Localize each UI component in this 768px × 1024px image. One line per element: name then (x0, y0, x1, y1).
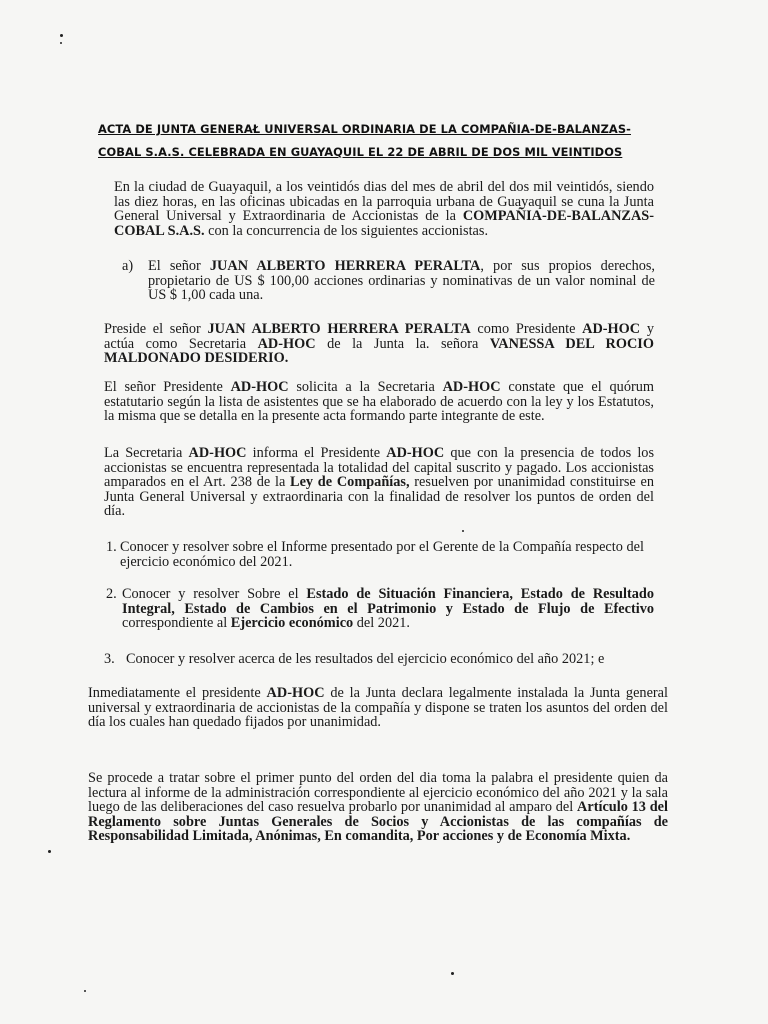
shareholder-item-a (122, 258, 655, 304)
scan-speck (48, 850, 51, 853)
agenda-item-3-text: Conocer y resolver acerca de les resultados del ejercicio económico del año 2021; e (126, 651, 605, 667)
agenda-item-1-text: Conocer y resolver sobre el Informe presentado por el Gerente de la Compañía respecto del ejercicio económico del 2021. (120, 539, 644, 570)
title-line-2: COBAL S.A.S. CELEBRADA EN GUAYAQUIL EL 22 DE ABRIL DE DOS MIL VEINTIDOS (98, 145, 623, 159)
agenda-item-2-text: Conocer y resolver Sobre el Estado de Situación Financiera, Estado de Resultado Integral, Estado de Cambios en el Patrimonio y Estado de Flujo de Efectivo correspondiente al Ejercicio económico del 2021. (122, 586, 654, 632)
item-a-text: El señor JUAN ALBERTO HERRERA PERALTA, por sus propios derechos, propietario de US $ 100,00 acciones ordinarias y nominativas de un valor nominal de US $ 1,00 cada una. (148, 258, 655, 304)
scan-speck (84, 990, 86, 992)
scan-speck (60, 42, 62, 44)
item-marker-a: a) (122, 258, 134, 274)
agenda-marker-1: 1. (106, 539, 117, 555)
paragraph-first-point: Se procede a tratar sobre el primer punto del orden del dia toma la palabra el presidente quien da lectura al informe de la administración correspondiente al ejercicio económico del año 2021 y la sala luego de las deliberaciones del caso resuelva probarlo por unanimidad al amparo del Artículo 13 del Reglamento sobre Juntas Generales de Socios y Accionistas de las compañías de Responsabilidad Limitada, Anónimas, En comandita, Por acciones y de Economía Mixta. (88, 770, 669, 845)
scan-speck (60, 34, 63, 37)
paragraph-president: Preside el señor JUAN ALBERTO HERRERA PERALTA como Presidente AD-HOC y actúa como Secretaria AD-HOC de la Junta la. señora VANESSA DEL ROCIO MALDONADO DESIDERIO. (104, 321, 654, 367)
title-line-1: ACTA DE JUNTA GENERAŁ UNIVERSAL ORDINARIA DE LA COMPAÑIA-DE-BALANZAS- (98, 122, 631, 136)
paragraph-secretary-report: La Secretaria AD-HOC informa el Presidente AD-HOC que con la presencia de todos los accionistas se encuentra representada la totalidad del capital suscrito y pagado. Los accionistas amparados en el Art. 238 de la Ley de Compañías, resuelven por unanimidad constituirse en Junta General Universal y extraordinaria con la finalidad de resolver los puntos de orden del día. (104, 445, 655, 520)
agenda-item-3 (104, 651, 654, 667)
scan-speck (462, 530, 464, 532)
document-title (98, 118, 678, 164)
paragraph-quorum: El señor Presidente AD-HOC solicita a la Secretaria AD-HOC constate que el quórum estatutario según la lista de asistentes que se ha elaborado de acuerdo con la ley y los Estatutos, la misma que se detalla en la presente acta formando parte integrante de este. (104, 379, 654, 425)
scan-speck (451, 972, 454, 975)
agenda-marker-2: 2. (106, 586, 117, 602)
paragraph-installation: Inmediatamente el presidente AD-HOC de la Junta declara legalmente instalada la Junta general universal y extraordinaria de accionistas de la compañía y dispone se traten los asuntos del orden del día los cuales han quedado fijados por unanimidad. (88, 685, 668, 731)
paragraph-opening: En la ciudad de Guayaquil, a los veintidós dias del mes de abril del dos mil veintidós, siendo las diez horas, en las oficinas ubicadas en la parroquia urbana de Guayaquil se cuna la Junta General Universal y Extraordinaria de Accionistas de la COMPAÑIA-DE-BALANZAS-COBAL S.A.S. con la concurrencia de los siguientes accionistas. (114, 179, 654, 239)
agenda-marker-3: 3. (104, 651, 115, 667)
agenda-item-2 (106, 586, 654, 632)
agenda-item-1 (106, 539, 644, 570)
